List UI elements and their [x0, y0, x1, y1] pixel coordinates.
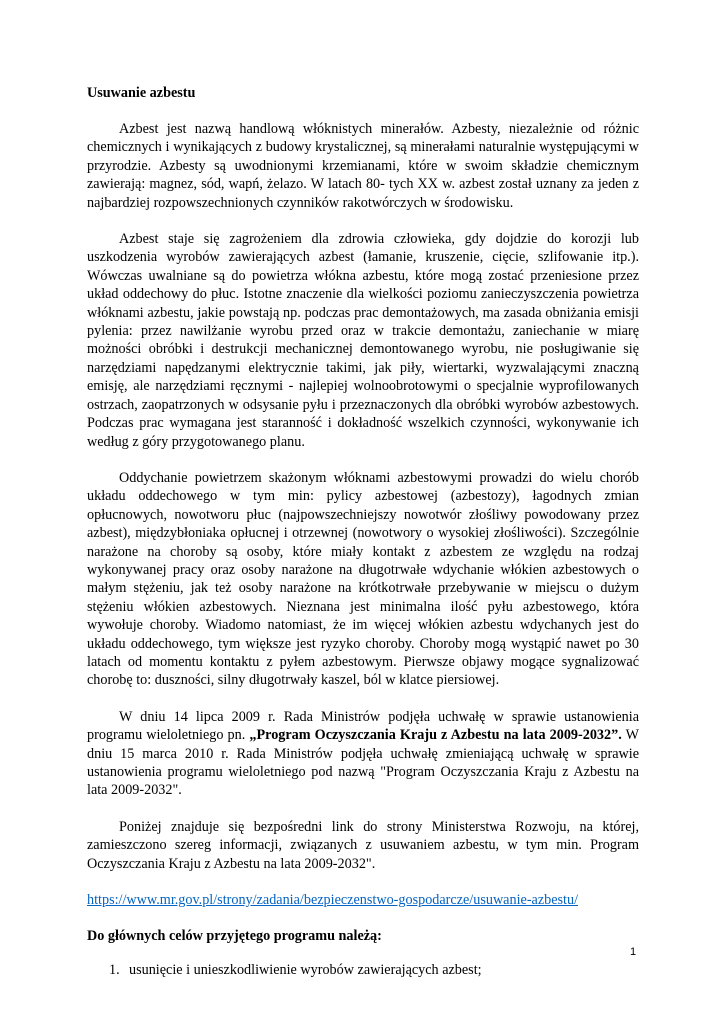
page-number: 1: [630, 946, 637, 958]
paragraph-hazard: Azbest staje się zagrożeniem dla zdrowia człowieka, gdy dojdzie do korozji lub uszkodzenia wyrobów zawierających azbest (łamanie, kruszenie, cięcie, szlifowanie itp.). Wówczas uwalniane są do powietrza włókna azbestu, które mogą zostać przeniesione przez układ oddechowy do płuc. Istotne znaczenie dla wielkości poziomu zanieczyszczenia powietrza włóknami azbestu, jakie powstają np. podczas prac demontażowych, ma zasada obniżania emisji pylenia: przez nawilżanie wyrobu przed oraz w trakcie demontażu, zaniechanie w miarę możności obróbki i destrukcji mechanicznej demontowanego wyrobu, nie posługiwanie się narzędziami napędzanymi elektrycznie takimi, jak piły, wiertarki, wyzwalającymi znaczną emisję, ale narzędziami ręcznymi - najlepiej wolnoobrotowymi o specjalnie wyprofilowanych ostrzach, zaopatrzonych w odsysanie pyłu i przeznaczonych dla obróbki wyrobów azbestowych. Podczas prac wymagana jest staranność i dokładność wszelkich czynności, wykonywanie ich według z góry przygotowanego planu.: [87, 231, 639, 450]
program-intro: W dniu 14 lipca 2009 r. Rada Ministrów podjęła uchwałę w sprawie ustanowienia programu wieloletniego pn.: [87, 708, 639, 744]
page-title: Usuwanie azbestu: [87, 85, 196, 101]
program-name: „Program Oczyszczania Kraju z Azbestu na lata 2009-2032”.: [249, 727, 622, 744]
list-item-text: usunięcie i unieszkodliwienie wyrobów zawierających azbest;: [129, 962, 482, 979]
goals-title: Do głównych celów przyjętego programu należą:: [87, 928, 382, 945]
list-item: [87, 961, 639, 979]
program-rest: W dniu 15 marca 2010 r. Rada Ministrów podjęła uchwałę zmieniającą uchwałę w sprawie ustanowienia programu wieloletniego pod nazwą "Program Oczyszczania Kraju z Azbestu na lata 2009-2032".: [87, 727, 639, 799]
paragraph-diseases: Oddychanie powietrzem skażonym włóknami azbestowymi prowadzi do wielu chorób układu oddechowego w tym min: pylicy azbestowej (azbestozy), łagodnych zmian opłucnowych, nowotworu płuc (najpowszechniejszy nowotwór złośliwy powodowany przez azbest), międzybłoniaka opłucnej i otrzewnej (nowotwory o wysokiej złośliwości). Szczególnie narażone na choroby są osoby, które miały kontakt z azbestem ze względu na rodzaj wykonywanej pracy oraz osoby narażone na długotrwałe wdychanie włókien azbestowych o małym stężeniu, jak też osoby narażone na krótkotrwałe przebywanie w miejscu o dużym stężeniu włókien azbestowych. Nieznana jest minimalna ilość pyłu azbestowego, która wywołuje choroby. Wiadomo natomiast, że im więcej włókien azbestu wdychanych jest do układu oddechowego, tym większe jest ryzyko choroby. Choroby mogą wystąpić nawet po 30 latach od momentu kontaktu z pyłem azbestowym. Pierwsze objawy mogące sygnalizować chorobę to: duszności, silny długotrwały kaszel, ból w klatce piersiowej.: [87, 469, 639, 689]
paragraph-program: [87, 708, 639, 800]
goals-list: [87, 961, 639, 979]
list-item-number: 1.: [109, 962, 120, 979]
document-page: [87, 84, 639, 979]
paragraph-link-intro: Poniżej znajduje się bezpośredni link do strony Ministerstwa Rozwoju, na której, zamieszczono szereg informacji, związanych z usuwaniem azbestu, w tym min. Program Oczyszczania Kraju z Azbestu na lata 2009-2032".: [87, 818, 639, 872]
paragraph-intro: Azbest jest nazwą handlową włóknistych minerałów. Azbesty, niezależnie od różnic chemicznych i wynikających z budowy krystalicznej, są minerałami naturalnie występującymi w przyrodzie. Azbesty są uwodnionymi krzemianami, które w swoim składzie chemicznym zawierają: magnez, sód, wapń, żelazo. W latach 80- tych XX w. azbest został uznany za jeden z najbardziej rozpowszechnionych czynników rakotwórczych w środowisku.: [87, 121, 639, 211]
ministry-link[interactable]: https://www.mr.gov.pl/strony/zadania/bezpieczenstwo-gospodarcze/usuwanie-azbestu/: [87, 892, 579, 909]
